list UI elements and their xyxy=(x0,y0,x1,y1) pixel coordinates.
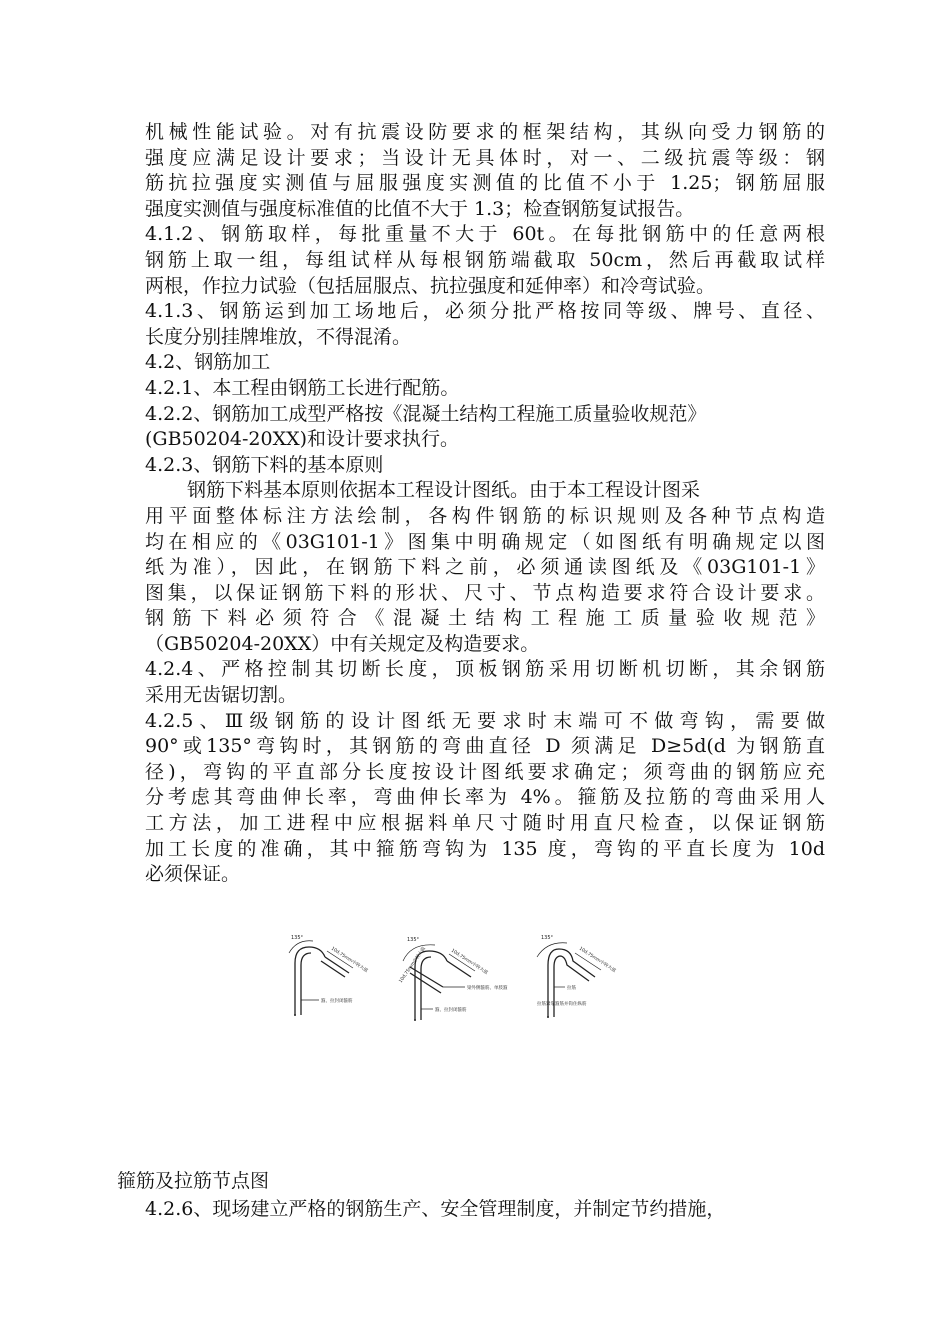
paragraph-line: 机械性能试验。对有抗震设防要求的框架结构，其纵向受力钢筋的 xyxy=(145,121,825,143)
paragraph-line: 筋抗拉强度实测值与屈服强度实测值的比值不小于 1.25；钢筋屈服 xyxy=(145,172,825,195)
hook-detail-c xyxy=(537,935,618,1018)
paragraph-line: 图集，以保证钢筋下料的形状、尺寸、节点构造要求符合设计要求。 xyxy=(145,581,825,604)
hook-detail-b xyxy=(397,937,508,1021)
paragraph-line: （GB50204-20XX）中有关规定及构造要求。 xyxy=(145,632,540,655)
paragraph-line: 纸为准），因此，在钢筋下料之前，必须通读图纸及《03G101-1》 xyxy=(145,556,825,579)
paragraph-line: 分考虑其弯曲伸长率，弯曲伸长率为 4%。箍筋及拉筋的弯曲采用人 xyxy=(145,786,825,809)
angle-label: 135° xyxy=(291,935,304,941)
paragraph-line: (GB50204-20XX)和设计要求执行。 xyxy=(145,428,460,451)
bar-end xyxy=(414,1019,416,1021)
bar-end xyxy=(294,1014,296,1016)
paragraph-line: 4.1.3、钢筋运到加工场地后，必须分批严格按同等级、牌号、直径、 xyxy=(145,300,825,323)
note-label: 箍、拉封闭箍筋 xyxy=(321,999,353,1004)
length-label: 10d,75mm中较大值 xyxy=(449,948,489,976)
paragraph-line: 钢筋下料基本原则依据本工程设计图纸。由于本工程设计图采 xyxy=(187,479,701,502)
paragraph-line: 用平面整体标注方法绘制，各构件钢筋的标识规则及各种节点构造 xyxy=(145,504,825,527)
hook-leg xyxy=(321,961,345,977)
body-text xyxy=(145,120,825,888)
paragraph-line: 钢筋下料必须符合《混凝土结构工程施工质量验收规范》 xyxy=(145,607,825,630)
bar-shape xyxy=(295,947,325,1015)
paragraph-line: 径)，弯钩的平直部分长度按设计图纸要求确定；须弯曲的钢筋应充 xyxy=(145,760,825,783)
section-heading: 4.2、钢筋加工 xyxy=(145,351,271,374)
stirrup-hook-diagram xyxy=(275,925,675,1045)
paragraph-line: 两根，作拉力试验（包括屈服点、抗拉强度和延伸率）和冷弯试验。 xyxy=(145,274,716,297)
paragraph-line: 90°或135°弯钩时，其钢筋的弯曲直径 D 须满足 D≥5d(d 为钢筋直 xyxy=(145,735,825,758)
paragraph-line: 均在相应的《03G101-1》图集中明确规定（如图纸有明确规定以图 xyxy=(145,530,825,553)
paragraph-line: 必须保证。 xyxy=(145,863,241,886)
subsection-heading: 4.2.3、钢筋下料的基本原则 xyxy=(145,453,384,476)
bar-end xyxy=(547,1016,549,1018)
note-label: 梁外侧箍筋、单肢箍 xyxy=(467,986,508,991)
paragraph-line: 长度分别挂牌堆放，不得混淆。 xyxy=(145,325,412,348)
hook-detail-a xyxy=(289,935,370,1016)
paragraph-line: 4.1.2、钢筋取样，每批重量不大于 60t。在每批钢筋中的任意两根 xyxy=(145,223,825,246)
figure-caption: 箍筋及拉筋节点图 xyxy=(117,1170,270,1192)
paragraph-line: 4.2.5、Ⅲ级钢筋的设计图纸无要求时末端可不做弯钩，需要做 xyxy=(145,709,825,732)
paragraph-line: 采用无齿锯切割。 xyxy=(145,684,298,707)
angle-label: 135° xyxy=(541,935,554,941)
paragraph-line: 钢筋上取一组，每组试样从每根钢筋端截取 50cm，然后再截取试样 xyxy=(145,248,825,271)
note-label: 拉筋 xyxy=(567,986,576,991)
length-label: 10d,75mm中较大值 xyxy=(329,946,369,974)
length-label: 10d,75mm中较大值 xyxy=(398,946,428,985)
paragraph-line: 强度应满足设计要求；当设计无具体时，对一、二级抗震等级：钢 xyxy=(145,146,825,169)
paragraph-line: 4.2.2、钢筋加工成型严格按《混凝土结构工程施工质量验收规范》 xyxy=(145,402,707,425)
length-label: 10d,75mm中较大值 xyxy=(577,946,617,974)
angle-label: 135° xyxy=(407,937,420,943)
note-label: 拉筋紧靠箍筋并钩住纵筋 xyxy=(537,1002,587,1007)
paragraph-line: 4.2.6、现场建立严格的钢筋生产、安全管理制度，并制定节约措施， xyxy=(145,1198,726,1220)
bar-shape xyxy=(301,953,311,1015)
note-label: 箍、拉封闭箍筋 xyxy=(435,1008,467,1013)
paragraph-line: 工方法，加工进程中应根据料单尺寸随时用直尺检查，以保证钢筋 xyxy=(145,812,825,835)
paragraph-line: 4.2.1、本工程由钢筋工长进行配筋。 xyxy=(145,376,460,399)
paragraph-line: 强度实测值与强度标准值的比值不大于 1.3；检查钢筋复试报告。 xyxy=(145,197,695,220)
paragraph-line: 4.2.4、严格控制其切断长度，顶板钢筋采用切断机切断，其余钢筋 xyxy=(145,658,825,681)
bar-shape xyxy=(421,957,431,1020)
paragraph-line: 加工长度的准确，其中箍筋弯钩为 135 度，弯钩的平直长度为 10d xyxy=(145,837,825,860)
